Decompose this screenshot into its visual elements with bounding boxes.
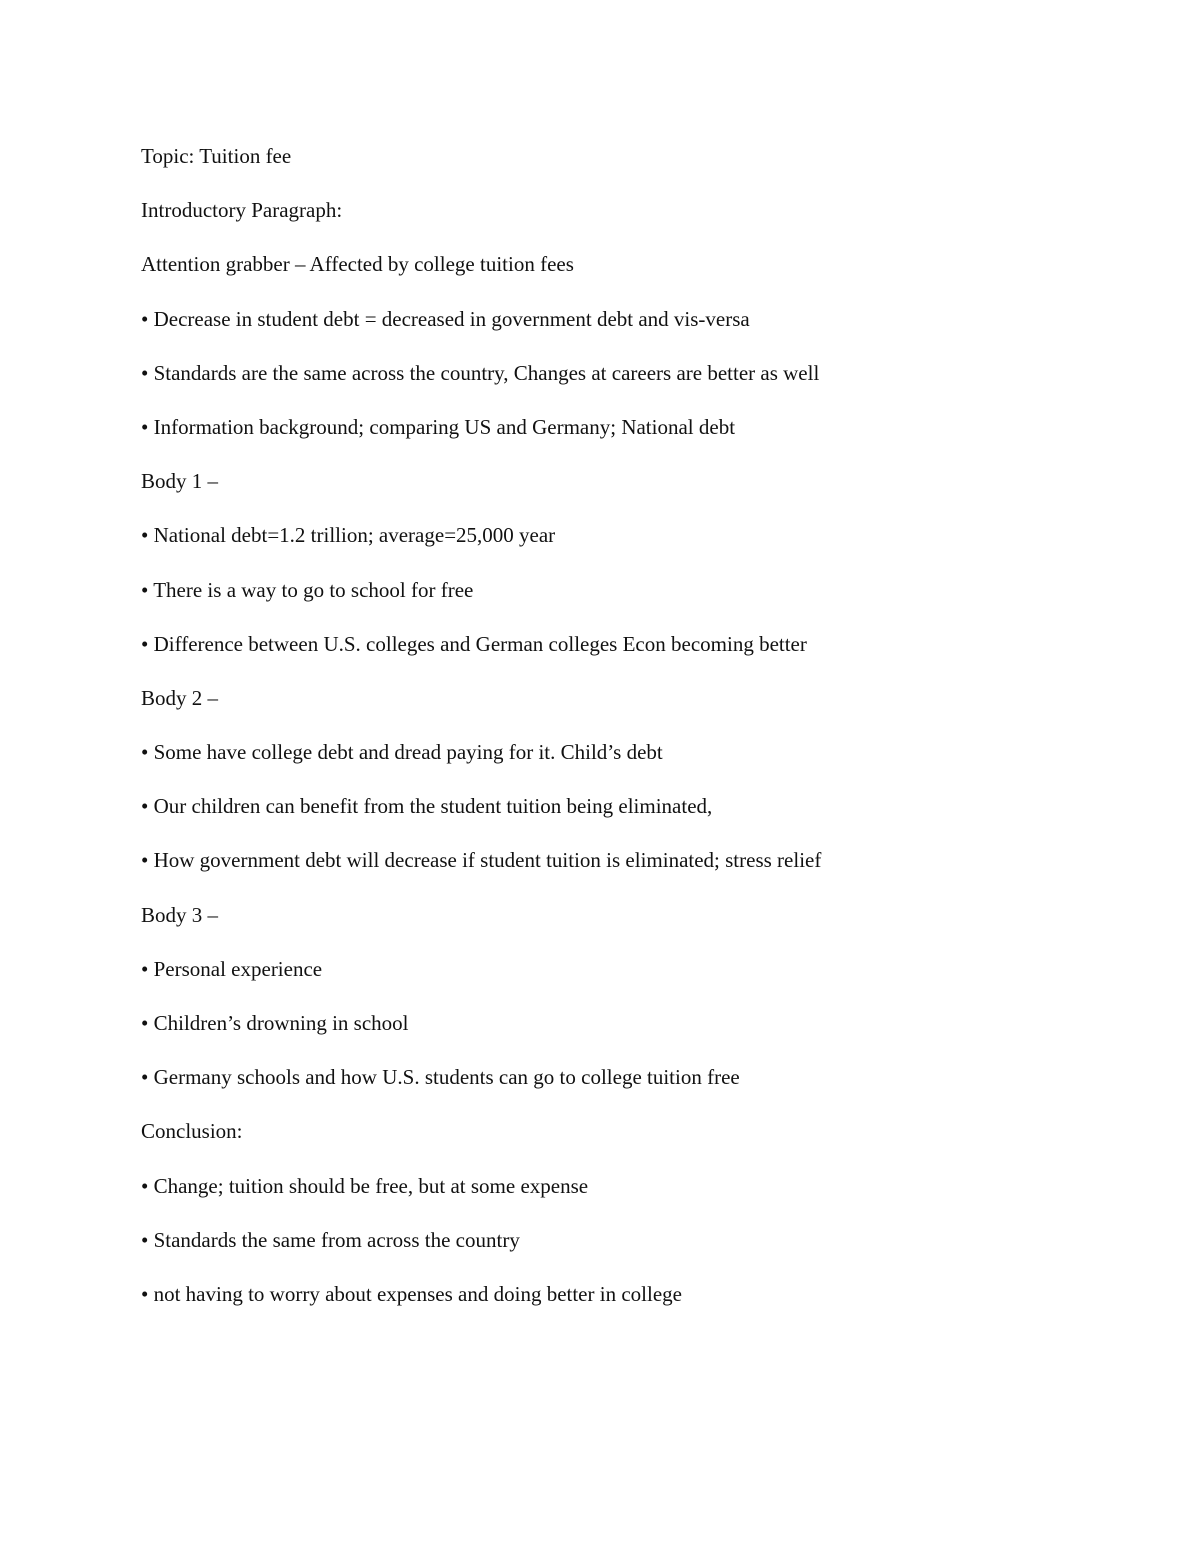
bullet-item: • Standards are the same across the country, Changes at careers are better as well (141, 360, 820, 385)
bullet-item: • Some have college debt and dread paying for it. Child’s debt (141, 740, 663, 765)
bullet-item: • Personal experience (141, 956, 323, 981)
bullet-item: • Germany schools and how U.S. students can go to college tuition free (141, 1065, 740, 1090)
bullet-item: • National debt=1.2 trillion; average=25,000 year (141, 523, 556, 548)
bullet-item: • Children’s drowning in school (141, 1011, 409, 1035)
bullet-item: • Decrease in student debt = decreased in government debt and vis-versa (141, 306, 750, 331)
section-heading-body-2: Body 2 – (141, 685, 219, 710)
bullet-item: • Standards the same from across the country (141, 1227, 520, 1252)
document-body (141, 140, 1141, 1332)
attention-grabber-line: Attention grabber – Affected by college tuition fees (141, 252, 574, 277)
topic-line: Topic: Tuition fee (141, 144, 292, 168)
bullet-item: • Difference between U.S. colleges and German colleges Econ becoming better (141, 631, 807, 656)
section-heading-body-1: Body 1 – (141, 469, 219, 494)
bullet-item: • How government debt will decrease if student tuition is eliminated; stress relief (141, 848, 822, 873)
bullet-item: • Our children can benefit from the student tuition being eliminated, (141, 794, 713, 819)
bullet-item: • There is a way to go to school for free (141, 577, 474, 602)
section-heading-introductory: Introductory Paragraph: (141, 198, 343, 223)
bullet-item: • Change; tuition should be free, but at some expense (141, 1173, 589, 1198)
bullet-item: • Information background; comparing US and Germany; National debt (141, 414, 736, 439)
bullet-item: • not having to worry about expenses and doing better in college (141, 1281, 682, 1306)
section-heading-conclusion: Conclusion: (141, 1119, 243, 1144)
section-heading-body-3: Body 3 – (141, 902, 219, 927)
